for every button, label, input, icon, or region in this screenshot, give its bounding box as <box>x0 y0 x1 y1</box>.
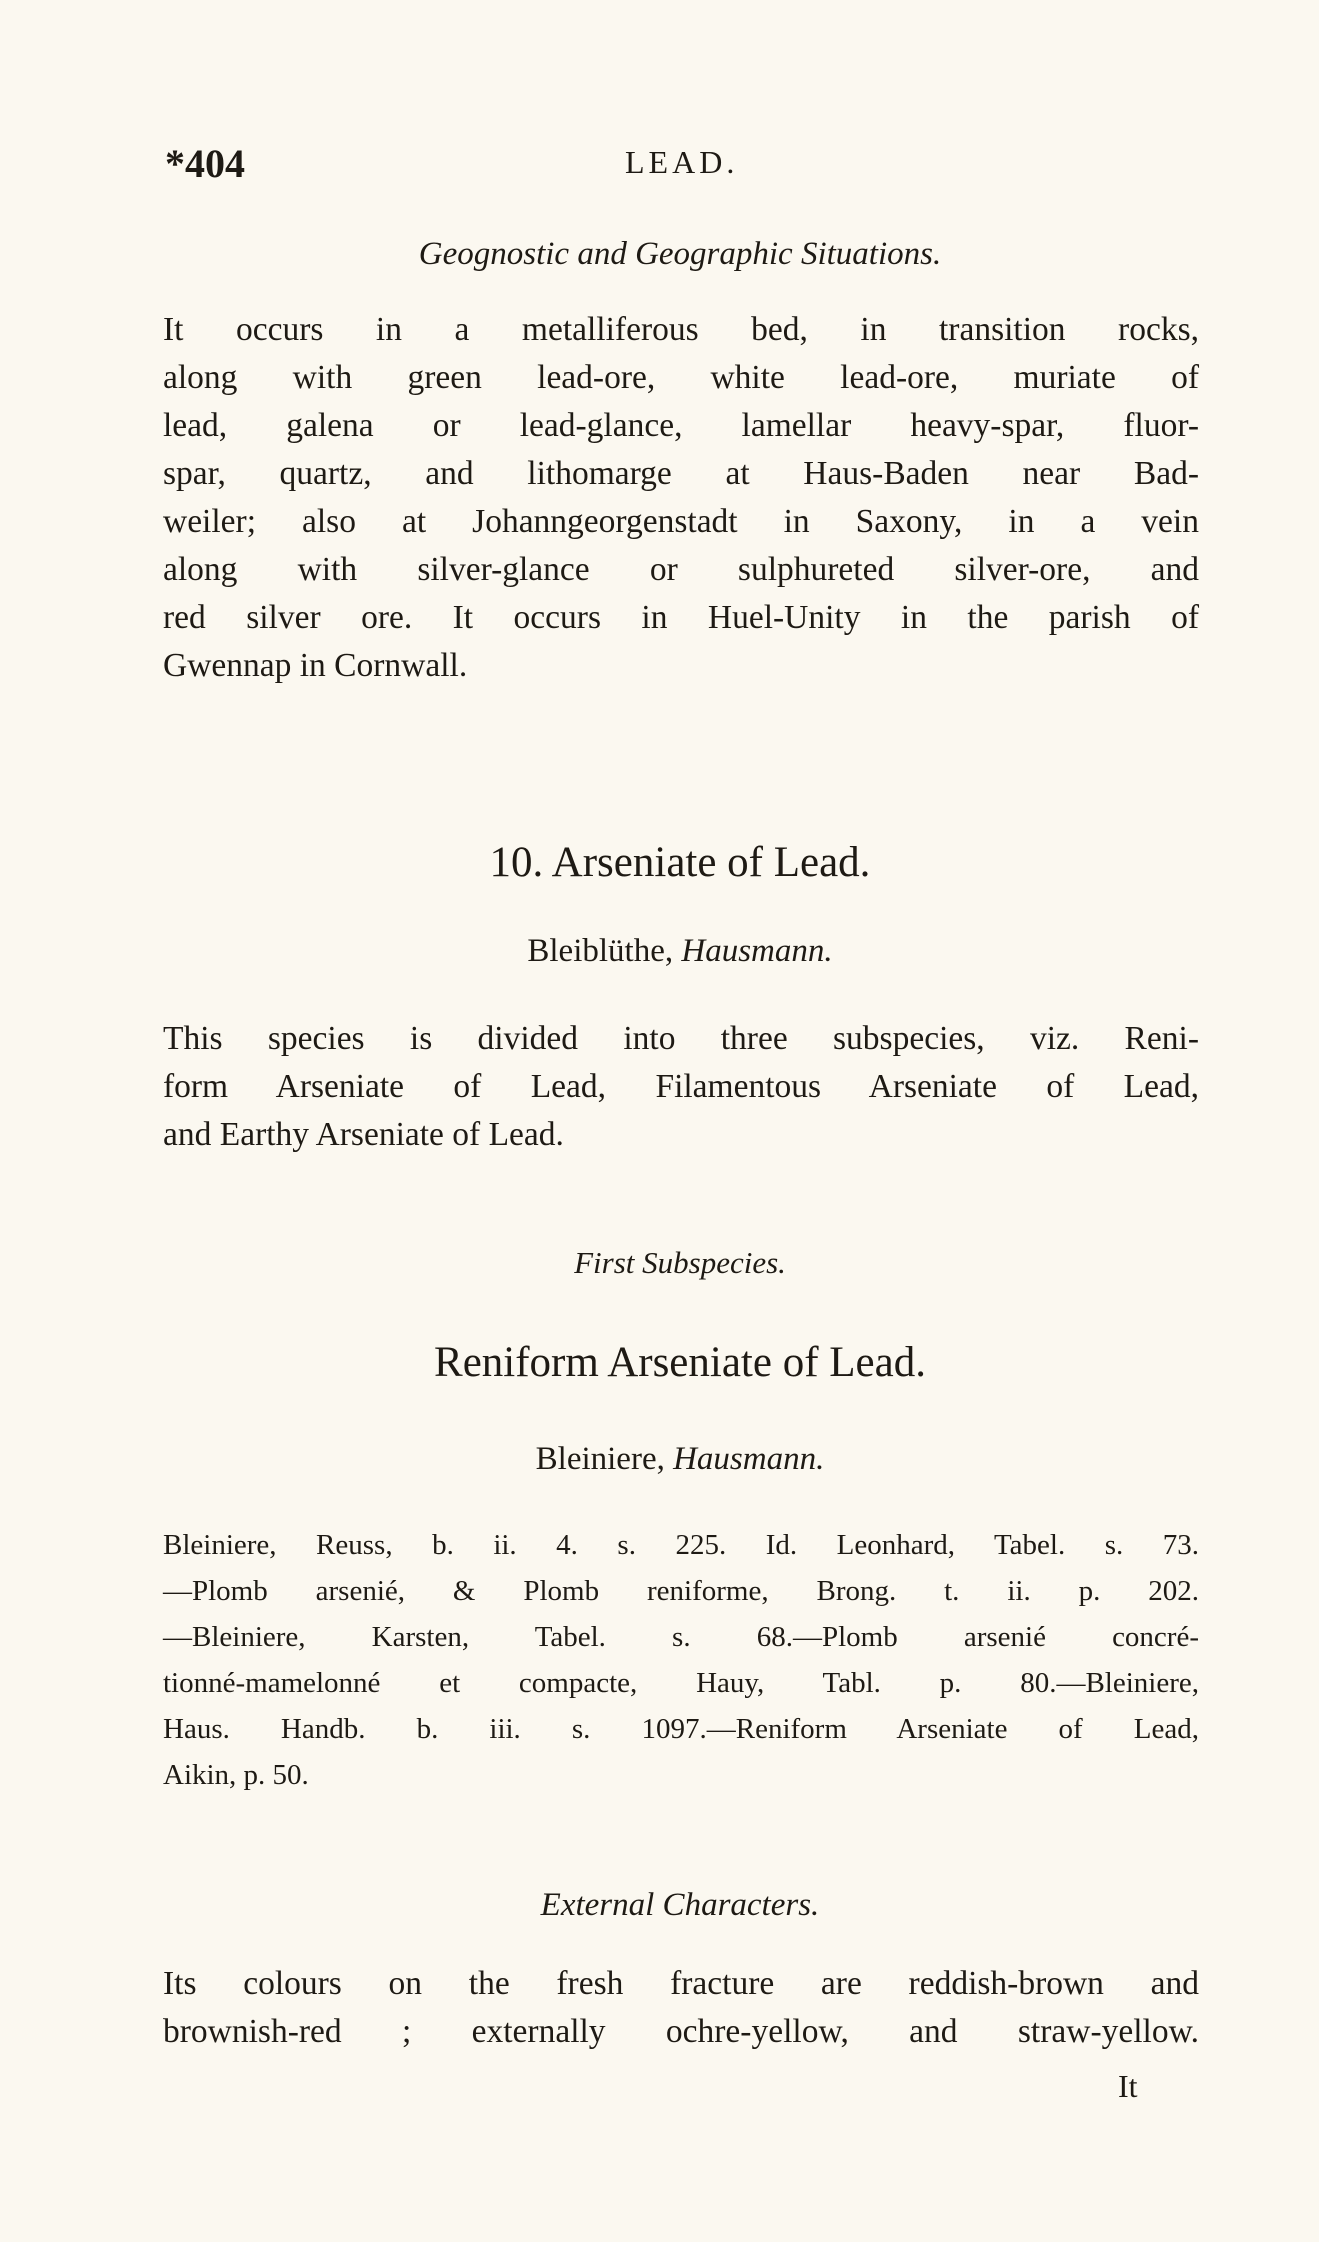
text-line: along with green lead-ore, white lead-ore, muriate of <box>163 359 1199 396</box>
running-title: LEAD. <box>625 144 739 180</box>
text-line: spar, quartz, and lithomarge at Haus-Baden near Bad- <box>163 455 1199 492</box>
synonym-author: Hausmann. <box>681 933 833 969</box>
text-line: Gwennap in Cornwall. <box>163 647 468 684</box>
reference-line: Haus. Handb. b. iii. s. 1097.—Reniform Arseniate of Lead, <box>163 1713 1199 1745</box>
reference-line: —Bleiniere, Karsten, Tabel. s. 68.—Plomb arsenié concré- <box>163 1621 1199 1653</box>
text-line: Its colours on the fresh fracture are reddish-brown and <box>163 1965 1199 2002</box>
reference-line: tionné-mamelonné et compacte, Hauy, Tabl. p. 80.—Bleiniere, <box>163 1667 1199 1699</box>
reference-line: Aikin, p. 50. <box>163 1759 309 1791</box>
species-synonym <box>160 933 1200 970</box>
subspecies-synonym <box>160 1441 1200 1478</box>
text-line: red silver ore. It occurs in Huel-Unity in the parish of <box>163 599 1199 636</box>
text-line: This species is divided into three subspecies, viz. Reni- <box>163 1020 1199 1057</box>
text-line: lead, galena or lead-glance, lamellar heavy-spar, fluor- <box>163 407 1199 444</box>
references-block <box>163 1522 1199 1798</box>
subspecies-title: Reniform Arseniate of Lead. <box>434 1339 926 1386</box>
text-line: weiler; also at Johanngeorgenstadt in Saxony, in a vein <box>163 503 1199 540</box>
text-line: brownish-red ; externally ochre-yellow, and straw-yellow. <box>163 2013 1199 2050</box>
page-header <box>165 140 1165 190</box>
paragraph-species <box>163 1015 1199 1159</box>
reference-line: Bleiniere, Reuss, b. ii. 4. s. 225. Id. Leonhard, Tabel. s. 73. <box>163 1529 1199 1561</box>
paragraph-external <box>163 1960 1199 2056</box>
subspecies-label: First Subspecies. <box>574 1245 786 1280</box>
text-line: It occurs in a metalliferous bed, in transition rocks, <box>163 311 1199 348</box>
text-line: along with silver-glance or sulphureted silver-ore, and <box>163 551 1199 588</box>
reference-line: —Plomb arsenié, & Plomb reniforme, Brong. t. ii. p. 202. <box>163 1575 1199 1607</box>
section-heading-geognostic: Geognostic and Geographic Situations. <box>418 236 942 272</box>
paragraph-geognostic <box>163 306 1199 690</box>
page-number: *404 <box>165 141 245 186</box>
catchword: It <box>1118 2068 1138 2104</box>
text-line: form Arseniate of Lead, Filamentous Arseniate of Lead, <box>163 1068 1199 1105</box>
synonym-author: Hausmann. <box>673 1441 825 1477</box>
text-line: and Earthy Arseniate of Lead. <box>163 1116 564 1153</box>
synonym-name: Bleiniere, <box>535 1441 665 1477</box>
species-title: 10. Arseniate of Lead. <box>489 839 871 886</box>
section-heading-external: External Characters. <box>540 1887 820 1923</box>
synonym-name: Bleiblüthe, <box>527 933 674 969</box>
